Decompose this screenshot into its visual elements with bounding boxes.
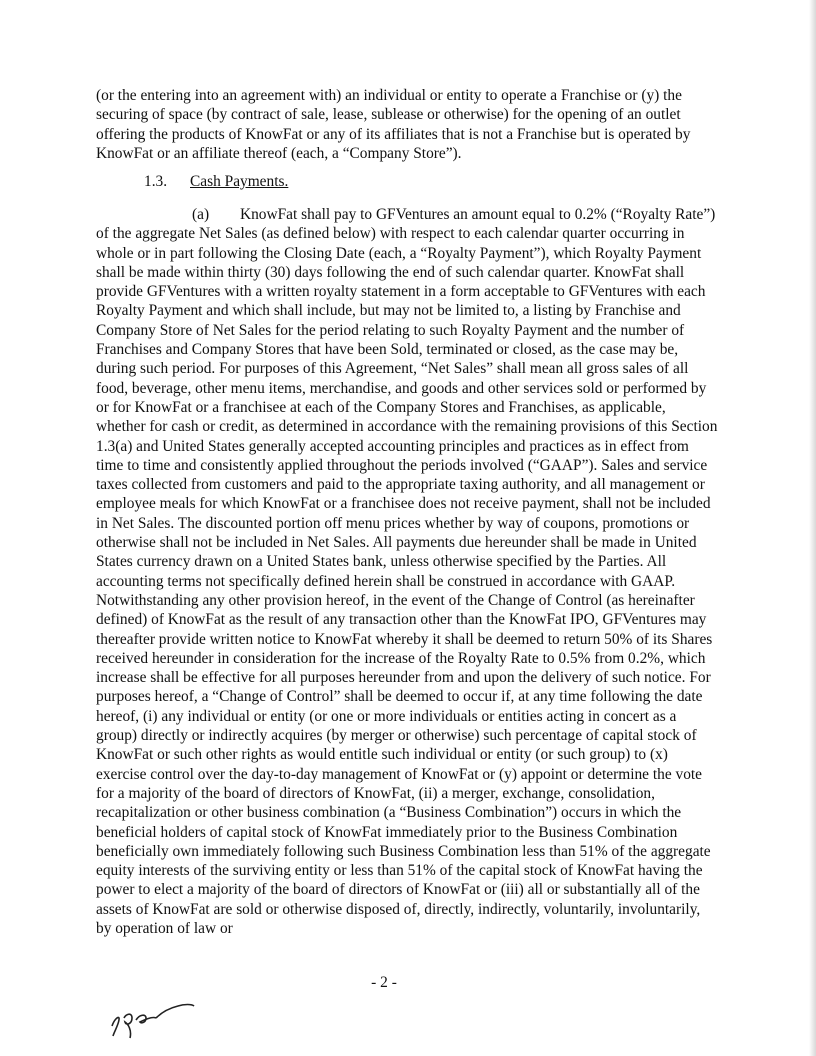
subsection-paragraph [96,205,718,938]
section-number: 1.3. [144,173,168,190]
intro-paragraph: (or the entering into an agreement with) an individual or entity to operate a Franchise or (y) the securing of space (by contract of sale, lease, sublease or otherwise) for the opening of an outlet offering the products of KnowFat or any of its affiliates that is not a Franchise but is operated by KnowFat or an affiliate thereof (each, a “Company Store”). [96,87,691,162]
section-heading [144,172,288,191]
page-number: - 2 - [371,974,397,991]
handwritten-initials-signature [106,996,198,1040]
scan-edge-shadow [809,0,816,1056]
subsection-number: (a) [192,206,210,223]
subsection-text: KnowFat shall pay to GFVentures an amount equal to 0.2% (“Royalty Rate”) of the aggregate Net Sales (as defined below) with respect to each calendar quarter occurring in whole or in part following the Closing Date (each, a “Royalty Payment”), which Royalty Payment shall be made within thirty (30) days following the end of such calendar quarter. KnowFat shall provide GFVentures with a written royalty statement in a form acceptable to GFVentures with each Royalty Payment and which shall include, but may not be limited to, a listing by Franchise and Company Store of Net Sales for the period relating to such Royalty Payment and the number of Franchises and Company Stores that have been Sold, terminated or closed, as the case may be, during such period. For purposes of this Agreement, “Net Sales” shall mean all gross sales of all food, beverage, other menu items, merchandise, and goods and other services sold or performed by or for KnowFat or a franchisee at each of the Company Stores and Franchises, as applicable, whether for cash or credit, as determined in accordance with the remaining provisions of this Section 1.3(a) and United States generally accepted accounting principles and practices as in effect from time to time and consistently applied throughout the periods involved (“GAAP”). Sales and service taxes collected from customers and paid to the appropriate taxing authority, and all management or employee meals for which KnowFat or a franchisee does not receive payment, shall not be included in Net Sales. The discounted portion off menu prices whether by way of coupons, promotions or otherwise shall not be included in Net Sales. All payments due hereunder shall be made in United States currency drawn on a United States bank, unless otherwise specified by the Parties. All accounting terms not specifically defined herein shall be construed in accordance with GAAP. Notwithstanding any other provision hereof, in the event of the Change of Control (as hereinafter defined) of KnowFat as the result of any transaction other than the KnowFat IPO, GFVentures may thereafter provide written notice to KnowFat whereby it shall be deemed to return 50% of its Shares received hereunder in consideration for the increase of the Royalty Rate to 0.5% from 0.2%, which increase shall be effective for all purposes hereunder from and upon the delivery of such notice. For purposes hereof, a “Change of Control” shall be deemed to occur if, at any time following the date hereof, (i) any individual or entity (or one or more individuals or entities acting in concert as a group) directly or indirectly acquires (by merger or otherwise) such percentage of capital stock of KnowFat or such other rights as would entitle such individual or entity (or such group) to (x) exercise control over the day-to-day management of KnowFat or (y) appoint or determine the vote for a majority of the board of directors of KnowFat, (ii) a merger, exchange, consolidation, recapitalization or other business combination (a “Business Combination”) occurs in which the beneficial holders of capital stock of KnowFat immediately prior to the Business Combination beneficially own immediately following such Business Combination less than 51% of the aggregate equity interests of the surviving entity or less than 51% of the capital stock of KnowFat having the power to elect a majority of the board of directors of KnowFat or (iii) all or substantially all of the assets of KnowFat are sold or otherwise disposed of, directly, indirectly, voluntarily, involuntarily, by operation of law or [96,206,718,937]
section-title: Cash Payments. [190,173,289,190]
